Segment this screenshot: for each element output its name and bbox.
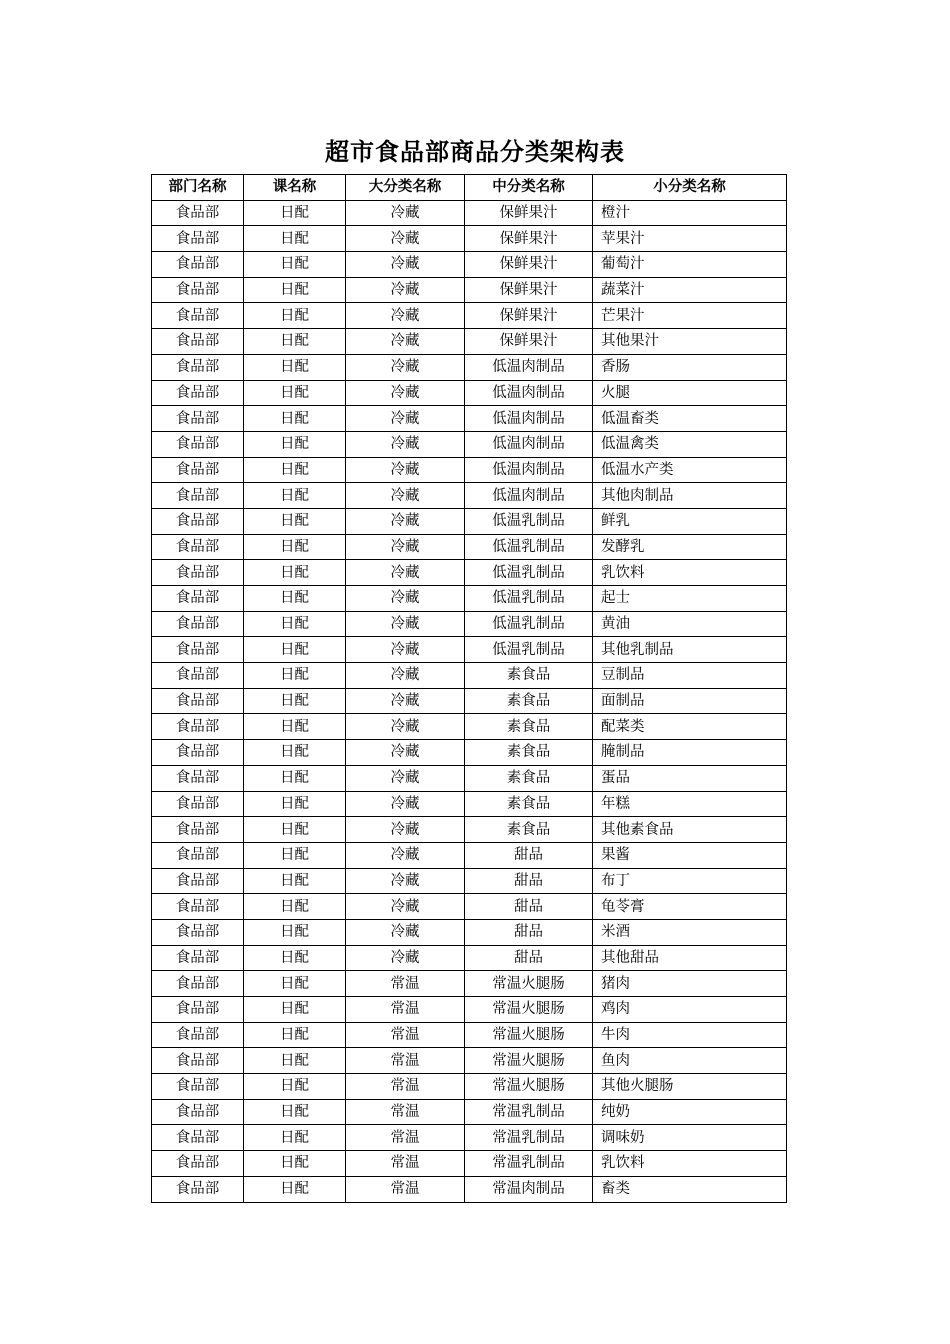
department-cell: 食品部 xyxy=(152,354,244,380)
table-row xyxy=(152,791,787,817)
section-cell: 日配 xyxy=(244,380,346,406)
mid-category-cell: 素食品 xyxy=(465,714,593,740)
department-cell: 食品部 xyxy=(152,1125,244,1151)
section-cell: 日配 xyxy=(244,1022,346,1048)
table-row xyxy=(152,1074,787,1100)
minor-category-cell: 其他肉制品 xyxy=(593,483,787,509)
department-cell: 食品部 xyxy=(152,1022,244,1048)
minor-category-cell: 牛肉 xyxy=(593,1022,787,1048)
section-cell: 日配 xyxy=(244,457,346,483)
table-row xyxy=(152,997,787,1023)
department-cell: 食品部 xyxy=(152,380,244,406)
header-department: 部门名称 xyxy=(152,175,244,201)
table-row xyxy=(152,380,787,406)
minor-category-cell: 乳饮料 xyxy=(593,1151,787,1177)
section-cell: 日配 xyxy=(244,406,346,432)
department-cell: 食品部 xyxy=(152,894,244,920)
section-cell: 日配 xyxy=(244,945,346,971)
minor-category-cell: 面制品 xyxy=(593,688,787,714)
minor-category-cell: 蛋品 xyxy=(593,765,787,791)
department-cell: 食品部 xyxy=(152,714,244,740)
major-category-cell: 冷藏 xyxy=(346,303,465,329)
table-row xyxy=(152,1176,787,1202)
table-body xyxy=(152,200,787,1202)
department-cell: 食品部 xyxy=(152,586,244,612)
department-cell: 食品部 xyxy=(152,817,244,843)
table-row xyxy=(152,303,787,329)
department-cell: 食品部 xyxy=(152,406,244,432)
section-cell: 日配 xyxy=(244,1125,346,1151)
table-row xyxy=(152,945,787,971)
mid-category-cell: 素食品 xyxy=(465,791,593,817)
minor-category-cell: 其他果汁 xyxy=(593,329,787,355)
table-row xyxy=(152,765,787,791)
mid-category-cell: 低温肉制品 xyxy=(465,406,593,432)
table-row xyxy=(152,919,787,945)
minor-category-cell: 龟苓膏 xyxy=(593,894,787,920)
section-cell: 日配 xyxy=(244,252,346,278)
mid-category-cell: 低温肉制品 xyxy=(465,431,593,457)
department-cell: 食品部 xyxy=(152,791,244,817)
minor-category-cell: 香肠 xyxy=(593,354,787,380)
department-cell: 食品部 xyxy=(152,971,244,997)
minor-category-cell: 调味奶 xyxy=(593,1125,787,1151)
major-category-cell: 冷藏 xyxy=(346,560,465,586)
department-cell: 食品部 xyxy=(152,611,244,637)
major-category-cell: 冷藏 xyxy=(346,457,465,483)
major-category-cell: 常温 xyxy=(346,1151,465,1177)
minor-category-cell: 火腿 xyxy=(593,380,787,406)
major-category-cell: 常温 xyxy=(346,1074,465,1100)
section-cell: 日配 xyxy=(244,303,346,329)
header-major-category: 大分类名称 xyxy=(346,175,465,201)
minor-category-cell: 布丁 xyxy=(593,868,787,894)
minor-category-cell: 葡萄汁 xyxy=(593,252,787,278)
major-category-cell: 冷藏 xyxy=(346,534,465,560)
major-category-cell: 常温 xyxy=(346,997,465,1023)
table-row xyxy=(152,1022,787,1048)
section-cell: 日配 xyxy=(244,560,346,586)
table-row xyxy=(152,457,787,483)
mid-category-cell: 素食品 xyxy=(465,688,593,714)
table-row xyxy=(152,277,787,303)
section-cell: 日配 xyxy=(244,1074,346,1100)
department-cell: 食品部 xyxy=(152,303,244,329)
department-cell: 食品部 xyxy=(152,1176,244,1202)
mid-category-cell: 保鲜果汁 xyxy=(465,252,593,278)
major-category-cell: 冷藏 xyxy=(346,714,465,740)
mid-category-cell: 保鲜果汁 xyxy=(465,226,593,252)
major-category-cell: 冷藏 xyxy=(346,406,465,432)
header-minor-category: 小分类名称 xyxy=(593,175,787,201)
table-row xyxy=(152,1151,787,1177)
major-category-cell: 冷藏 xyxy=(346,868,465,894)
section-cell: 日配 xyxy=(244,740,346,766)
table-row xyxy=(152,688,787,714)
mid-category-cell: 低温乳制品 xyxy=(465,611,593,637)
section-cell: 日配 xyxy=(244,1048,346,1074)
major-category-cell: 冷藏 xyxy=(346,380,465,406)
department-cell: 食品部 xyxy=(152,919,244,945)
section-cell: 日配 xyxy=(244,226,346,252)
department-cell: 食品部 xyxy=(152,1151,244,1177)
department-cell: 食品部 xyxy=(152,457,244,483)
department-cell: 食品部 xyxy=(152,868,244,894)
section-cell: 日配 xyxy=(244,688,346,714)
section-cell: 日配 xyxy=(244,919,346,945)
minor-category-cell: 低温畜类 xyxy=(593,406,787,432)
major-category-cell: 冷藏 xyxy=(346,842,465,868)
section-cell: 日配 xyxy=(244,1176,346,1202)
minor-category-cell: 鱼肉 xyxy=(593,1048,787,1074)
minor-category-cell: 蔬菜汁 xyxy=(593,277,787,303)
section-cell: 日配 xyxy=(244,277,346,303)
category-table xyxy=(151,174,787,1203)
table-row xyxy=(152,560,787,586)
table-row xyxy=(152,586,787,612)
department-cell: 食品部 xyxy=(152,945,244,971)
section-cell: 日配 xyxy=(244,329,346,355)
mid-category-cell: 保鲜果汁 xyxy=(465,277,593,303)
minor-category-cell: 配菜类 xyxy=(593,714,787,740)
table-row xyxy=(152,714,787,740)
major-category-cell: 常温 xyxy=(346,971,465,997)
major-category-cell: 冷藏 xyxy=(346,329,465,355)
table-row xyxy=(152,868,787,894)
mid-category-cell: 常温火腿肠 xyxy=(465,1074,593,1100)
table-row xyxy=(152,200,787,226)
major-category-cell: 冷藏 xyxy=(346,765,465,791)
major-category-cell: 冷藏 xyxy=(346,791,465,817)
table-row xyxy=(152,483,787,509)
section-cell: 日配 xyxy=(244,483,346,509)
section-cell: 日配 xyxy=(244,354,346,380)
minor-category-cell: 苹果汁 xyxy=(593,226,787,252)
table-row xyxy=(152,1048,787,1074)
mid-category-cell: 素食品 xyxy=(465,663,593,689)
table-row xyxy=(152,817,787,843)
section-cell: 日配 xyxy=(244,971,346,997)
table-row xyxy=(152,226,787,252)
section-cell: 日配 xyxy=(244,534,346,560)
department-cell: 食品部 xyxy=(152,508,244,534)
header-mid-category: 中分类名称 xyxy=(465,175,593,201)
major-category-cell: 冷藏 xyxy=(346,817,465,843)
major-category-cell: 冷藏 xyxy=(346,483,465,509)
table-row xyxy=(152,354,787,380)
major-category-cell: 常温 xyxy=(346,1099,465,1125)
minor-category-cell: 乳饮料 xyxy=(593,560,787,586)
section-cell: 日配 xyxy=(244,765,346,791)
mid-category-cell: 保鲜果汁 xyxy=(465,303,593,329)
mid-category-cell: 低温肉制品 xyxy=(465,483,593,509)
minor-category-cell: 黄油 xyxy=(593,611,787,637)
section-cell: 日配 xyxy=(244,868,346,894)
section-cell: 日配 xyxy=(244,200,346,226)
major-category-cell: 常温 xyxy=(346,1176,465,1202)
major-category-cell: 冷藏 xyxy=(346,508,465,534)
department-cell: 食品部 xyxy=(152,252,244,278)
table-row xyxy=(152,894,787,920)
table-row xyxy=(152,1099,787,1125)
section-cell: 日配 xyxy=(244,611,346,637)
section-cell: 日配 xyxy=(244,817,346,843)
mid-category-cell: 低温乳制品 xyxy=(465,637,593,663)
major-category-cell: 冷藏 xyxy=(346,277,465,303)
mid-category-cell: 低温乳制品 xyxy=(465,586,593,612)
mid-category-cell: 素食品 xyxy=(465,817,593,843)
department-cell: 食品部 xyxy=(152,534,244,560)
major-category-cell: 冷藏 xyxy=(346,200,465,226)
major-category-cell: 冷藏 xyxy=(346,354,465,380)
major-category-cell: 冷藏 xyxy=(346,945,465,971)
department-cell: 食品部 xyxy=(152,765,244,791)
minor-category-cell: 低温水产类 xyxy=(593,457,787,483)
mid-category-cell: 常温乳制品 xyxy=(465,1151,593,1177)
minor-category-cell: 芒果汁 xyxy=(593,303,787,329)
major-category-cell: 冷藏 xyxy=(346,586,465,612)
header-section: 课名称 xyxy=(244,175,346,201)
major-category-cell: 冷藏 xyxy=(346,431,465,457)
department-cell: 食品部 xyxy=(152,226,244,252)
table-row xyxy=(152,329,787,355)
department-cell: 食品部 xyxy=(152,200,244,226)
mid-category-cell: 常温火腿肠 xyxy=(465,1022,593,1048)
mid-category-cell: 低温乳制品 xyxy=(465,508,593,534)
department-cell: 食品部 xyxy=(152,663,244,689)
major-category-cell: 冷藏 xyxy=(346,226,465,252)
table-row xyxy=(152,406,787,432)
minor-category-cell: 橙汁 xyxy=(593,200,787,226)
department-cell: 食品部 xyxy=(152,637,244,663)
major-category-cell: 冷藏 xyxy=(346,637,465,663)
mid-category-cell: 低温乳制品 xyxy=(465,534,593,560)
minor-category-cell: 其他乳制品 xyxy=(593,637,787,663)
mid-category-cell: 甜品 xyxy=(465,894,593,920)
major-category-cell: 冷藏 xyxy=(346,894,465,920)
minor-category-cell: 其他火腿肠 xyxy=(593,1074,787,1100)
table-row xyxy=(152,1125,787,1151)
section-cell: 日配 xyxy=(244,637,346,663)
department-cell: 食品部 xyxy=(152,277,244,303)
department-cell: 食品部 xyxy=(152,842,244,868)
mid-category-cell: 保鲜果汁 xyxy=(465,329,593,355)
mid-category-cell: 常温乳制品 xyxy=(465,1125,593,1151)
mid-category-cell: 常温火腿肠 xyxy=(465,997,593,1023)
minor-category-cell: 其他素食品 xyxy=(593,817,787,843)
table-row xyxy=(152,508,787,534)
major-category-cell: 冷藏 xyxy=(346,688,465,714)
major-category-cell: 冷藏 xyxy=(346,740,465,766)
table-row xyxy=(152,842,787,868)
major-category-cell: 常温 xyxy=(346,1048,465,1074)
major-category-cell: 冷藏 xyxy=(346,663,465,689)
minor-category-cell: 鲜乳 xyxy=(593,508,787,534)
mid-category-cell: 素食品 xyxy=(465,740,593,766)
department-cell: 食品部 xyxy=(152,740,244,766)
document-title: 超市食品部商品分类架构表 xyxy=(325,138,625,166)
major-category-cell: 冷藏 xyxy=(346,611,465,637)
table-row xyxy=(152,971,787,997)
mid-category-cell: 甜品 xyxy=(465,868,593,894)
major-category-cell: 冷藏 xyxy=(346,252,465,278)
mid-category-cell: 保鲜果汁 xyxy=(465,200,593,226)
minor-category-cell: 纯奶 xyxy=(593,1099,787,1125)
table-row xyxy=(152,534,787,560)
minor-category-cell: 畜类 xyxy=(593,1176,787,1202)
major-category-cell: 常温 xyxy=(346,1022,465,1048)
mid-category-cell: 素食品 xyxy=(465,765,593,791)
table-row xyxy=(152,740,787,766)
table-row xyxy=(152,252,787,278)
department-cell: 食品部 xyxy=(152,688,244,714)
mid-category-cell: 低温肉制品 xyxy=(465,457,593,483)
minor-category-cell: 米酒 xyxy=(593,919,787,945)
minor-category-cell: 腌制品 xyxy=(593,740,787,766)
section-cell: 日配 xyxy=(244,431,346,457)
department-cell: 食品部 xyxy=(152,1048,244,1074)
minor-category-cell: 猪肉 xyxy=(593,971,787,997)
mid-category-cell: 常温肉制品 xyxy=(465,1176,593,1202)
mid-category-cell: 低温乳制品 xyxy=(465,560,593,586)
section-cell: 日配 xyxy=(244,1099,346,1125)
section-cell: 日配 xyxy=(244,791,346,817)
section-cell: 日配 xyxy=(244,1151,346,1177)
section-cell: 日配 xyxy=(244,842,346,868)
table-row xyxy=(152,611,787,637)
major-category-cell: 常温 xyxy=(346,1125,465,1151)
section-cell: 日配 xyxy=(244,997,346,1023)
minor-category-cell: 豆制品 xyxy=(593,663,787,689)
minor-category-cell: 低温禽类 xyxy=(593,431,787,457)
mid-category-cell: 常温火腿肠 xyxy=(465,1048,593,1074)
minor-category-cell: 年糕 xyxy=(593,791,787,817)
table-row xyxy=(152,637,787,663)
minor-category-cell: 果酱 xyxy=(593,842,787,868)
department-cell: 食品部 xyxy=(152,560,244,586)
minor-category-cell: 其他甜品 xyxy=(593,945,787,971)
major-category-cell: 冷藏 xyxy=(346,919,465,945)
department-cell: 食品部 xyxy=(152,1074,244,1100)
table-header xyxy=(152,175,787,201)
section-cell: 日配 xyxy=(244,508,346,534)
mid-category-cell: 甜品 xyxy=(465,842,593,868)
mid-category-cell: 甜品 xyxy=(465,919,593,945)
section-cell: 日配 xyxy=(244,586,346,612)
mid-category-cell: 常温火腿肠 xyxy=(465,971,593,997)
table-row xyxy=(152,663,787,689)
minor-category-cell: 起士 xyxy=(593,586,787,612)
minor-category-cell: 发酵乳 xyxy=(593,534,787,560)
mid-category-cell: 常温乳制品 xyxy=(465,1099,593,1125)
section-cell: 日配 xyxy=(244,663,346,689)
mid-category-cell: 低温肉制品 xyxy=(465,354,593,380)
department-cell: 食品部 xyxy=(152,997,244,1023)
section-cell: 日配 xyxy=(244,894,346,920)
department-cell: 食品部 xyxy=(152,329,244,355)
department-cell: 食品部 xyxy=(152,483,244,509)
department-cell: 食品部 xyxy=(152,431,244,457)
mid-category-cell: 低温肉制品 xyxy=(465,380,593,406)
table-row xyxy=(152,431,787,457)
minor-category-cell: 鸡肉 xyxy=(593,997,787,1023)
section-cell: 日配 xyxy=(244,714,346,740)
department-cell: 食品部 xyxy=(152,1099,244,1125)
header-row xyxy=(152,175,787,201)
mid-category-cell: 甜品 xyxy=(465,945,593,971)
